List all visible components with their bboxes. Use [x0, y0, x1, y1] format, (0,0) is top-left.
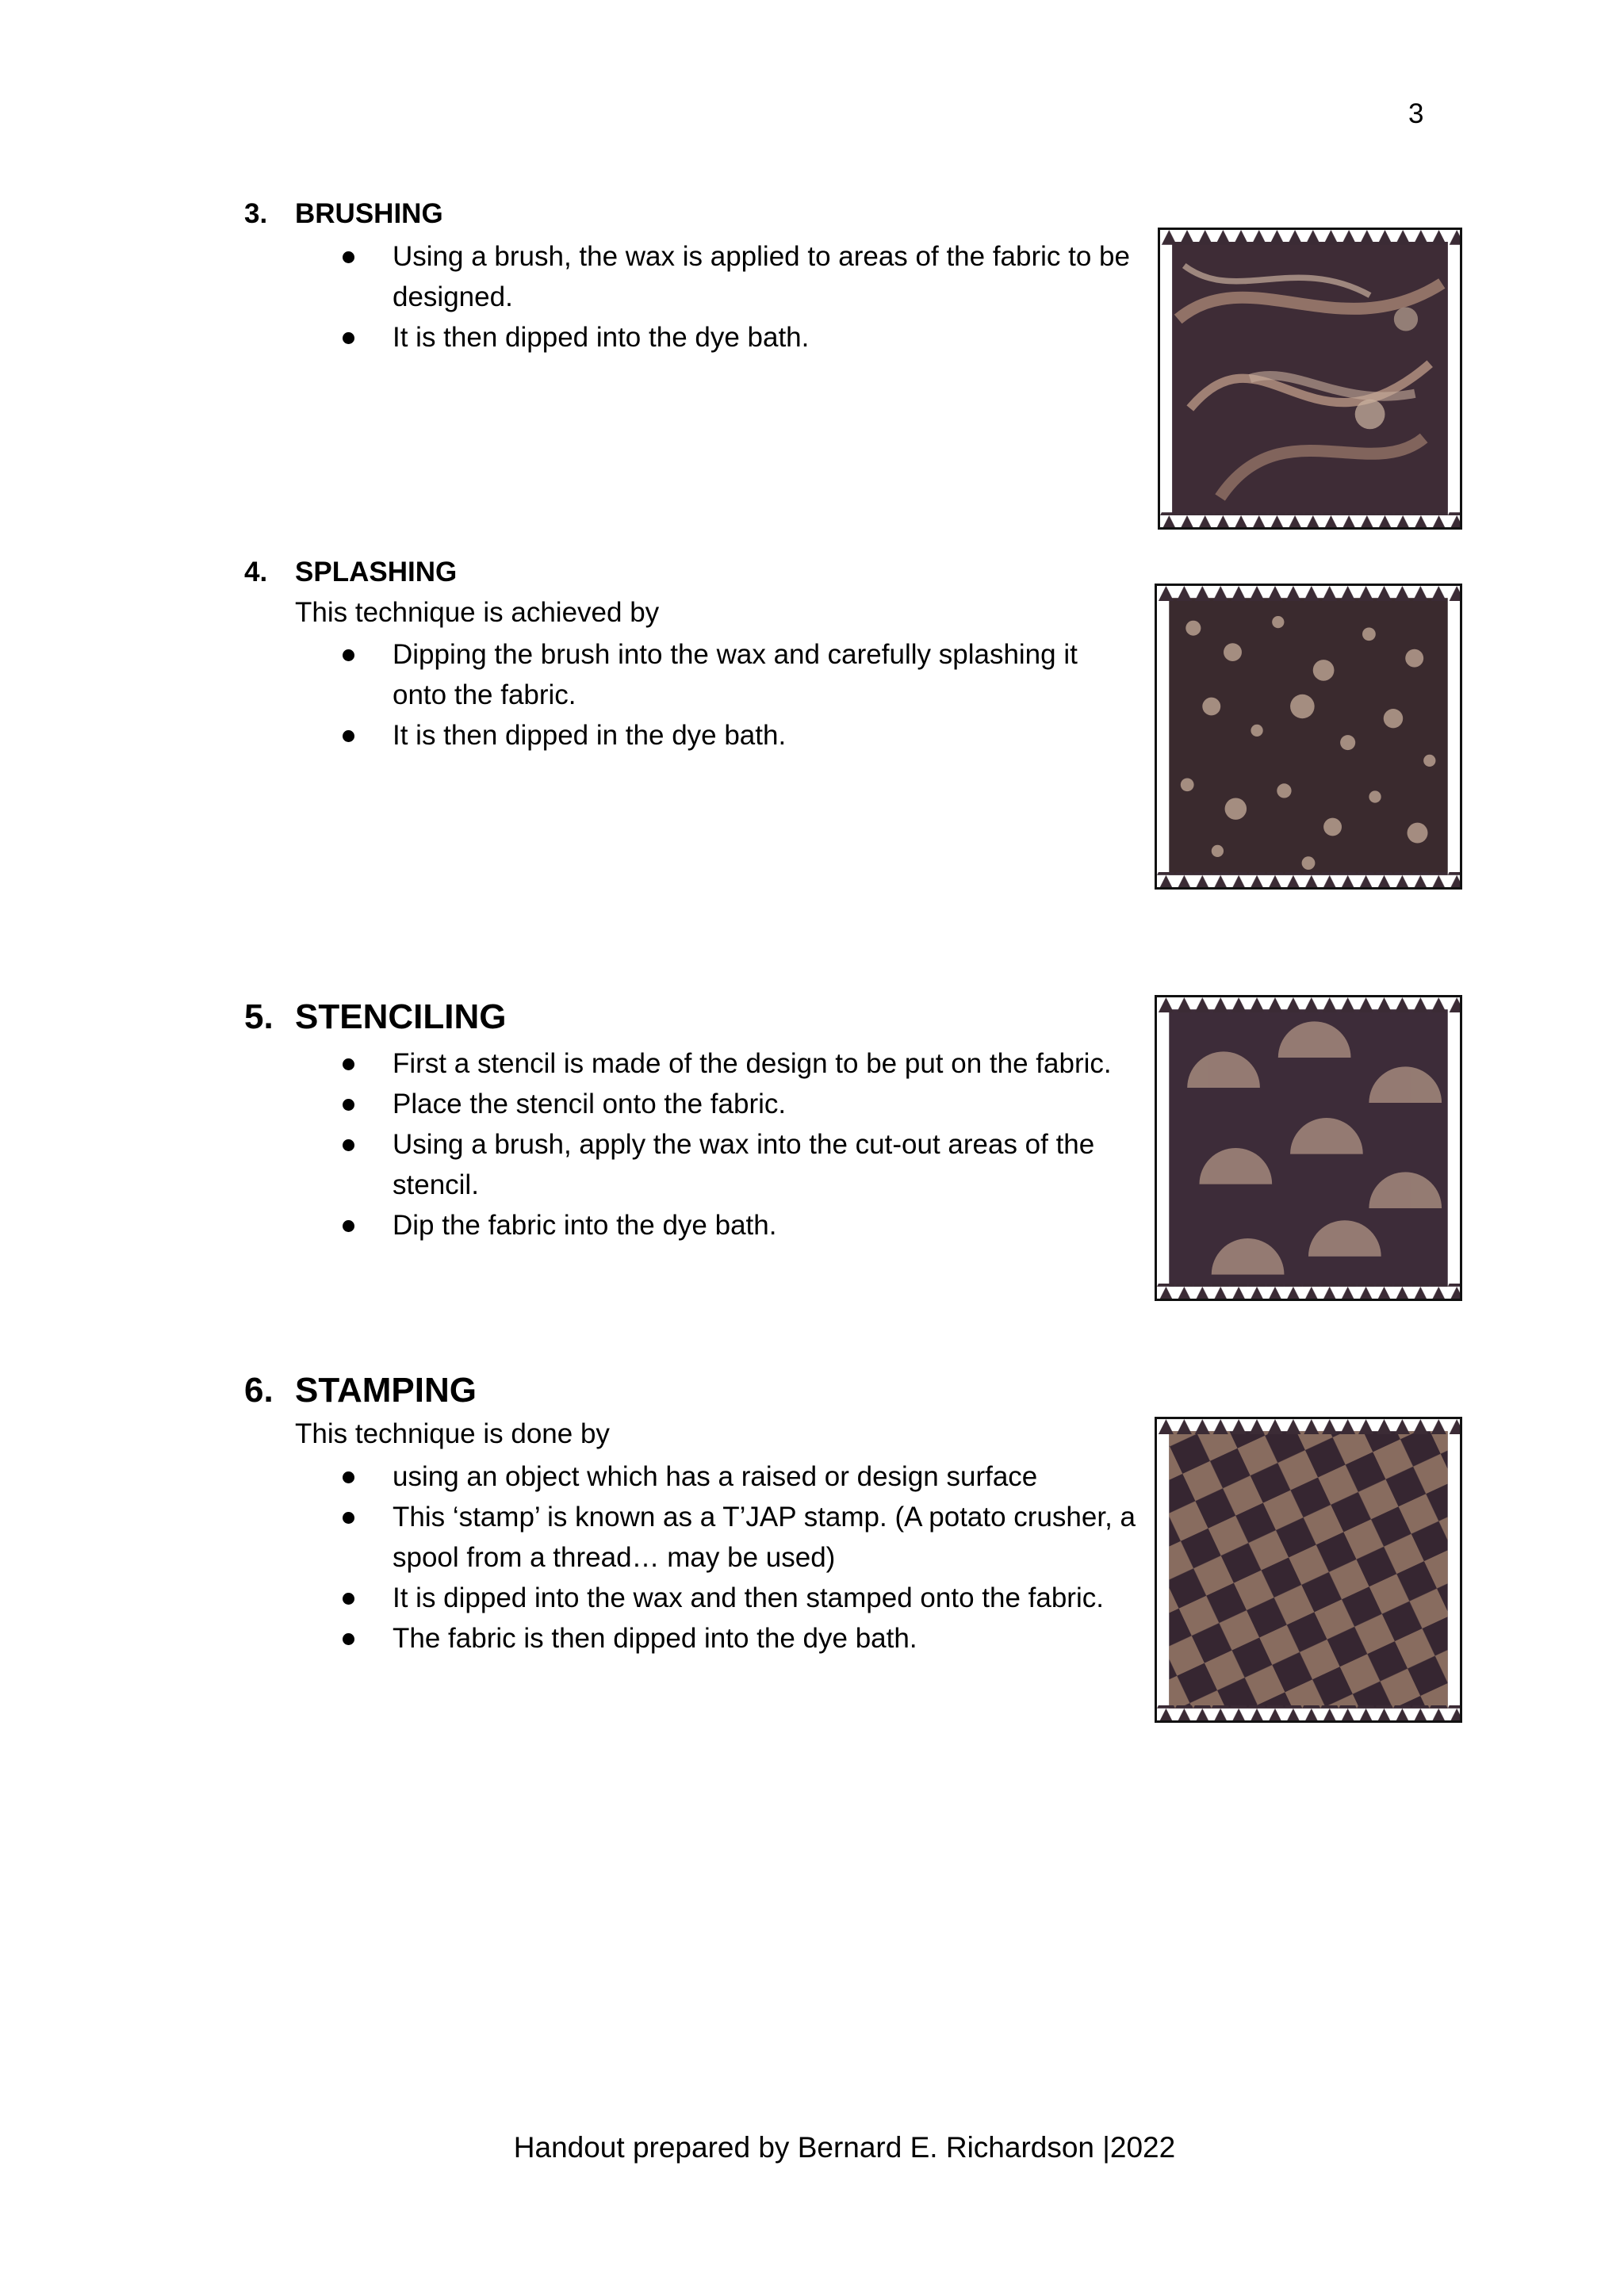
list-item: Using a brush, the wax is applied to areas of the fabric to be designed.: [295, 236, 1136, 317]
section-6-heading: STAMPING: [295, 1371, 477, 1410]
section-6-intro: This technique is done by: [295, 1418, 610, 1449]
section-6-bullets: [295, 1456, 1136, 1659]
footer: Handout prepared by Bernard E. Richardson |2022: [513, 2131, 1176, 2164]
section-6-number: 6.: [244, 1371, 274, 1410]
list-item: Place the stencil onto the fabric.: [295, 1084, 1136, 1124]
list-item: Using a brush, apply the wax into the cut-out areas of the stencil.: [295, 1124, 1136, 1205]
list-item: First a stencil is made of the design to be put on the fabric.: [295, 1043, 1136, 1084]
splashing-swatch-image: [1155, 584, 1462, 890]
page-number: 3: [1408, 98, 1424, 129]
list-item: The fabric is then dipped into the dye bath.: [295, 1618, 1136, 1659]
list-item: Dip the fabric into the dye bath.: [295, 1205, 1136, 1246]
stenciling-swatch-image: [1155, 995, 1462, 1301]
section-5-number: 5.: [244, 997, 274, 1036]
brushing-swatch-image: [1158, 228, 1462, 530]
list-item: using an object which has a raised or design surface: [295, 1456, 1136, 1497]
section-3-bullets: [295, 236, 1136, 358]
section-4-number: 4.: [244, 557, 268, 587]
section-5-bullets: [295, 1043, 1136, 1246]
section-4-heading: SPLASHING: [295, 557, 458, 587]
section-5-heading: STENCILING: [295, 997, 507, 1036]
section-4-intro: This technique is achieved by: [295, 597, 660, 628]
list-item: This ‘stamp’ is known as a T’JAP stamp. (A potato crusher, a spool from a thread… may be used): [295, 1497, 1136, 1578]
section-4-bullets: [295, 634, 1136, 756]
section-3-number: 3.: [244, 198, 268, 229]
list-item: It is then dipped in the dye bath.: [295, 715, 1136, 756]
stamping-swatch-image: [1155, 1417, 1462, 1723]
list-item: Dipping the brush into the wax and carefully splashing it onto the fabric.: [295, 634, 1136, 715]
section-3-heading: BRUSHING: [295, 198, 443, 229]
list-item: It is then dipped into the dye bath.: [295, 317, 1136, 358]
list-item: It is dipped into the wax and then stamped onto the fabric.: [295, 1578, 1136, 1618]
